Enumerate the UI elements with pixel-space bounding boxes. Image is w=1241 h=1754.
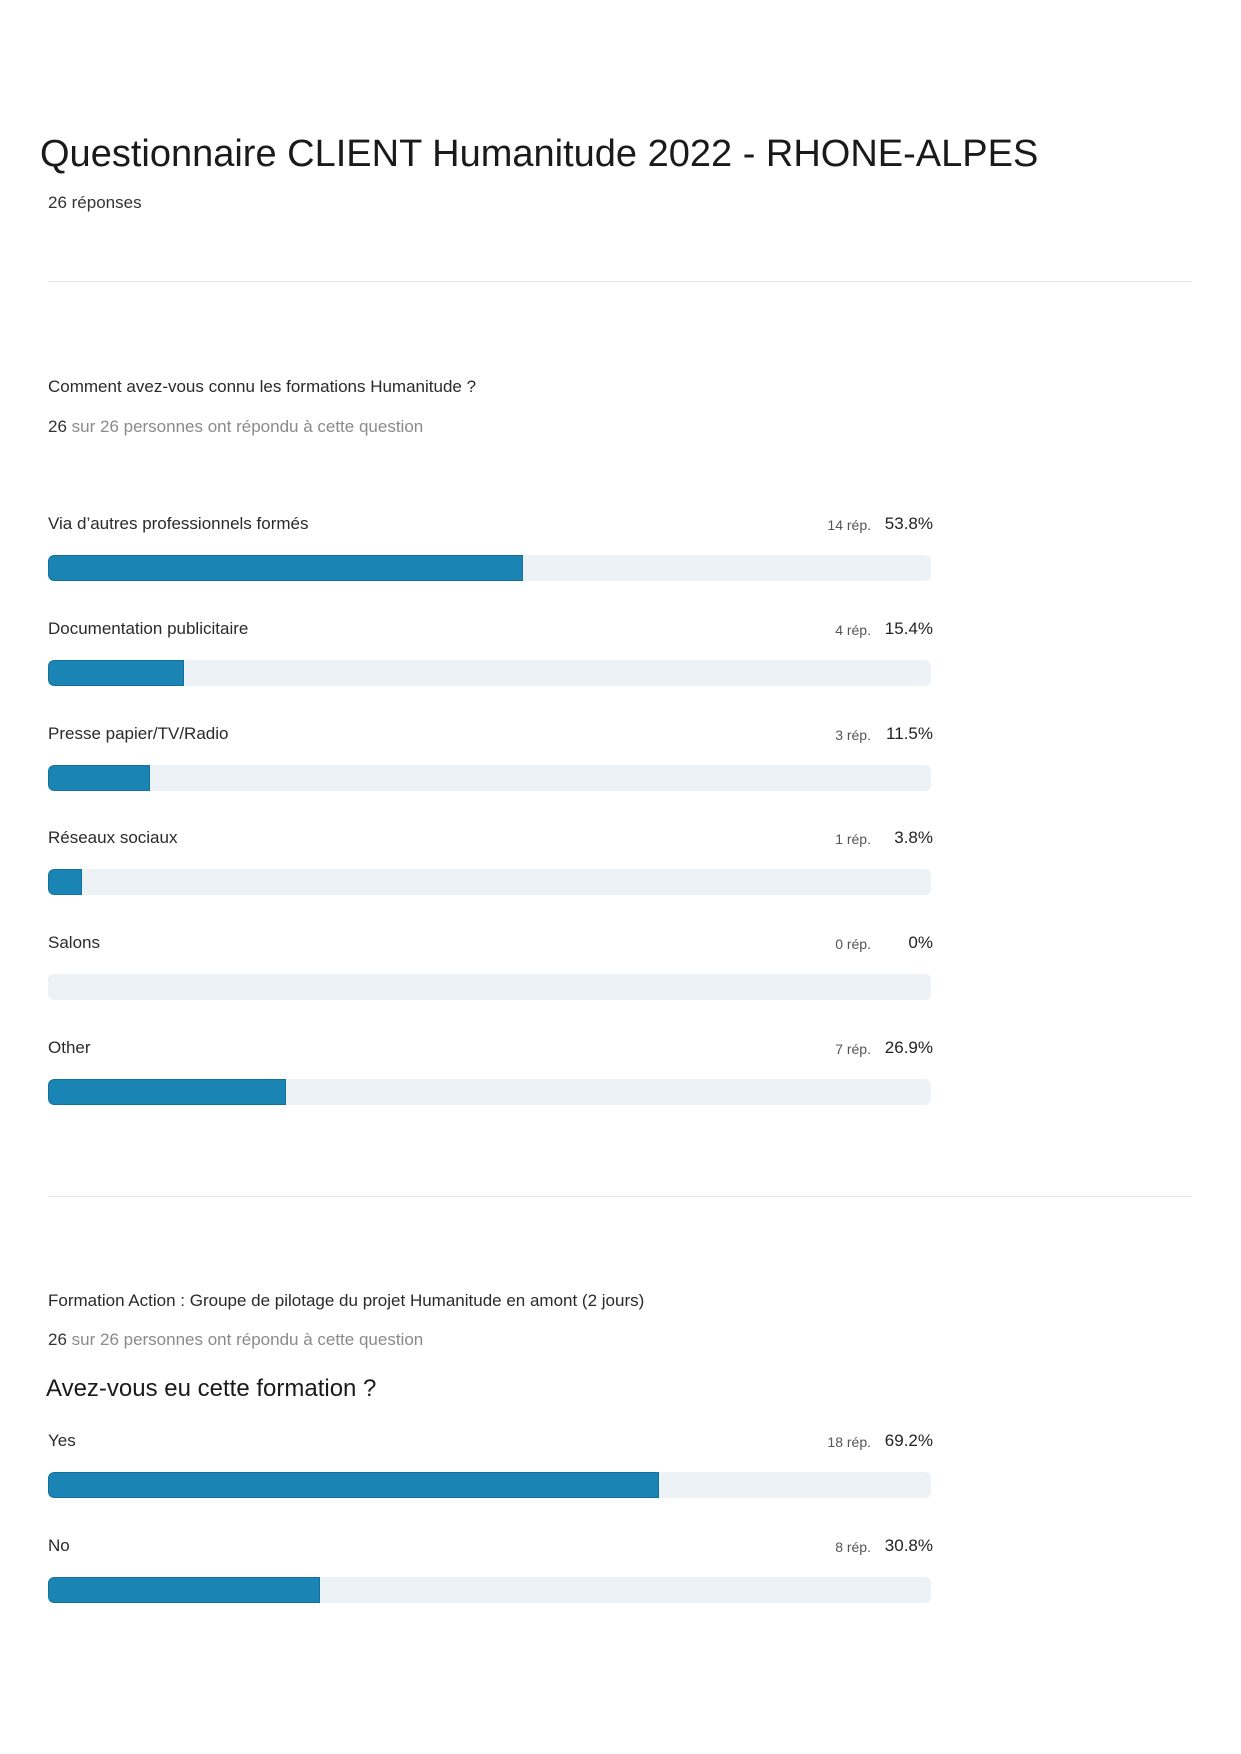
option-label: Presse papier/TV/Radio xyxy=(48,724,229,743)
option-label: Réseaux sociaux xyxy=(48,828,178,847)
progress-fill xyxy=(48,660,184,686)
option-count: 8 rép. xyxy=(835,1539,871,1555)
option-label: Other xyxy=(48,1038,91,1057)
option-label: Documentation publicitaire xyxy=(48,619,249,638)
option-label: No xyxy=(48,1536,70,1555)
progress-bar xyxy=(48,869,931,895)
question-subtitle: Avez-vous eu cette formation ? xyxy=(46,1375,377,1402)
answered-summary xyxy=(48,1329,948,1351)
option-count: 18 rép. xyxy=(827,1434,871,1450)
option-percent: 15.4% xyxy=(884,619,933,638)
progress-fill xyxy=(48,765,150,791)
progress-fill xyxy=(48,1577,320,1603)
option-count: 1 rép. xyxy=(835,831,871,847)
question-2 xyxy=(46,1290,948,1555)
question-title: Comment avez-vous connu les formations Humanitude ? xyxy=(48,377,477,396)
question-title: Formation Action : Groupe de pilotage du projet Humanitude en amont (2 jours) xyxy=(48,1291,645,1310)
answered-text: sur 26 personnes ont répondu à cette question xyxy=(66,1330,424,1349)
option-label: Via d’autres professionnels formés xyxy=(48,514,309,533)
progress-bar xyxy=(48,974,931,1000)
progress-bar xyxy=(48,660,931,686)
answered-text: sur 26 personnes ont répondu à cette question xyxy=(66,417,424,436)
progress-bar xyxy=(48,1079,931,1105)
progress-fill xyxy=(48,1079,286,1105)
option-count: 14 rép. xyxy=(827,517,871,533)
option-documentation xyxy=(48,618,933,688)
progress-bar xyxy=(48,555,931,581)
option-presse xyxy=(48,723,933,793)
progress-bar xyxy=(48,1577,931,1603)
response-count: 26 réponses xyxy=(48,193,142,212)
option-count: 0 rép. xyxy=(835,936,871,952)
option-no xyxy=(48,1535,933,1605)
option-reseaux-sociaux xyxy=(48,827,933,897)
progress-bar xyxy=(48,765,931,791)
option-yes xyxy=(48,1430,933,1500)
option-percent: 26.9% xyxy=(884,1038,933,1057)
progress-fill xyxy=(48,869,82,895)
progress-fill xyxy=(48,1472,659,1498)
option-via-professionnels xyxy=(48,513,933,583)
option-percent: 53.8% xyxy=(884,514,933,533)
option-percent: 30.8% xyxy=(884,1536,933,1555)
section-divider xyxy=(48,1196,1192,1197)
option-percent: 3.8% xyxy=(894,828,933,847)
question-1 xyxy=(48,376,948,1057)
progress-fill xyxy=(48,555,523,581)
option-percent: 11.5% xyxy=(886,724,933,743)
answered-summary xyxy=(48,416,948,438)
option-count: 3 rép. xyxy=(835,727,871,743)
progress-bar xyxy=(48,1472,931,1498)
option-other xyxy=(48,1037,933,1107)
section-divider xyxy=(48,281,1192,282)
option-count: 4 rép. xyxy=(835,622,871,638)
option-count: 7 rép. xyxy=(835,1041,871,1057)
option-percent: 0% xyxy=(908,933,933,952)
option-salons xyxy=(48,932,933,1002)
answered-count: 26 xyxy=(48,417,67,436)
page-title: Questionnaire CLIENT Humanitude 2022 - RHONE-ALPES xyxy=(40,133,1039,175)
option-label: Salons xyxy=(48,933,100,952)
option-label: Yes xyxy=(48,1431,76,1450)
option-percent: 69.2% xyxy=(884,1431,933,1450)
answered-count: 26 xyxy=(48,1330,67,1349)
